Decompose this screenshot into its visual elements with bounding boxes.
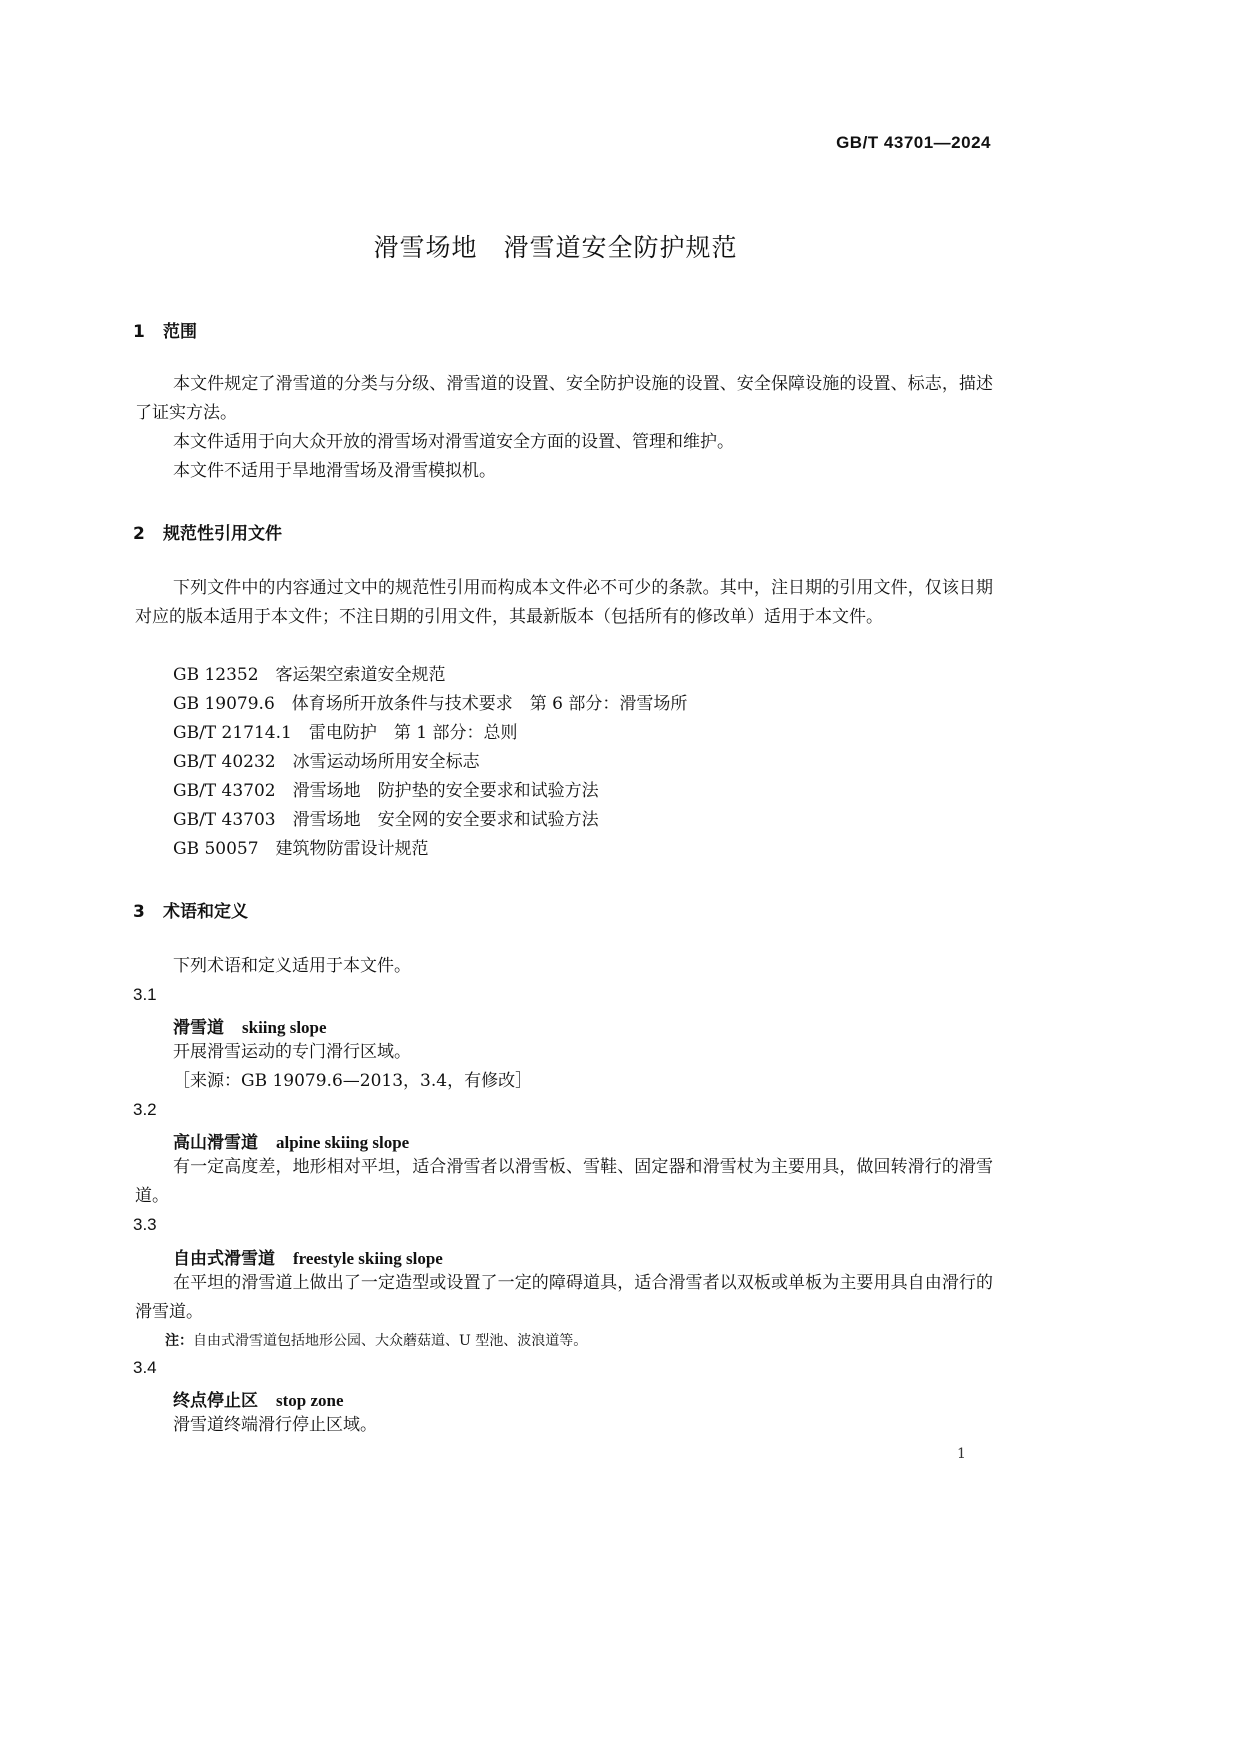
term-zh: 终点停止区 [173,1391,258,1411]
term-definition: 在平坦的滑雪道上做出了一定造型或设置了一定的障碍道具，适合滑雪者以双板或单板为主要用具自由滑行的滑雪道。 [135,1273,993,1322]
section-number: 1 [133,322,145,342]
note-text: 自由式滑雪道包括地形公园、大众蘑菇道、U 型池、波浪道等。 [193,1333,588,1349]
section-2-intro: 下列文件中的内容通过文中的规范性引用而构成本文件必不可少的条款。其中，注日期的引用文件，仅该日期对应的版本适用于本文件；不注日期的引用文件，其最新版本（包括所有的修改单）适用于本文件。 [135,578,993,627]
page-number: 1 [957,1446,966,1462]
term-en: alpine skiing slope [276,1133,410,1152]
term-definition: 滑雪道终端滑行停止区域。 [173,1415,377,1435]
term-definition: 有一定高度差，地形相对平坦，适合滑雪者以滑雪板、雪鞋、固定器和滑雪杖为主要用具，做回转滑行的滑雪道。 [135,1157,993,1206]
term-number: 3.2 [133,1100,157,1119]
term-en: stop zone [276,1391,344,1410]
document-title: 滑雪场地 滑雪道安全防护规范 [373,233,738,262]
term-zh: 自由式滑雪道 [173,1249,275,1269]
section-number: 2 [133,524,145,544]
term-definition: 开展滑雪运动的专门滑行区域。 [173,1042,411,1062]
reference-item: GB/T 40232 冰雪运动场所用安全标志 [173,752,480,772]
section-3-heading [133,897,248,922]
term-number: 3.1 [133,985,157,1004]
term-number: 3.3 [133,1215,157,1234]
reference-item: GB 50057 建筑物防雷设计规范 [173,839,429,859]
section-1-paragraph-2: 本文件适用于向大众开放的滑雪场对滑雪道安全方面的设置、管理和维护。 [173,432,734,452]
term-source: ［来源：GB 19079.6—2013，3.4，有修改］ [173,1071,533,1091]
term-title [173,1013,327,1038]
reference-item: GB/T 43702 滑雪场地 防护垫的安全要求和试验方法 [173,781,599,801]
section-3-intro: 下列术语和定义适用于本文件。 [173,956,411,976]
reference-item: GB/T 43703 滑雪场地 安全网的安全要求和试验方法 [173,810,599,830]
section-1-heading [133,317,197,342]
term-en: freestyle skiing slope [293,1249,443,1268]
section-title: 范围 [163,322,197,342]
term-title [173,1244,443,1269]
section-number: 3 [133,902,145,922]
section-title: 术语和定义 [163,902,248,922]
term-en: skiing slope [242,1018,327,1037]
term-number: 3.4 [133,1358,157,1377]
section-title: 规范性引用文件 [163,524,282,544]
note-label: 注： [165,1333,193,1349]
term-note [165,1330,587,1350]
reference-item: GB 19079.6 体育场所开放条件与技术要求 第 6 部分：滑雪场所 [173,694,688,714]
section-2-heading [133,519,282,544]
reference-item: GB/T 21714.1 雷电防护 第 1 部分：总则 [173,723,518,743]
section-1-paragraph-1: 本文件规定了滑雪道的分类与分级、滑雪道的设置、安全防护设施的设置、安全保障设施的设置、标志，描述了证实方法。 [135,374,993,423]
term-zh: 滑雪道 [173,1018,224,1038]
term-title [173,1128,409,1153]
section-1-paragraph-3: 本文件不适用于旱地滑雪场及滑雪模拟机。 [173,461,496,481]
term-title [173,1386,344,1411]
reference-item: GB 12352 客运架空索道安全规范 [173,665,446,685]
term-zh: 高山滑雪道 [173,1133,258,1153]
standard-code: GB/T 43701—2024 [836,133,991,152]
